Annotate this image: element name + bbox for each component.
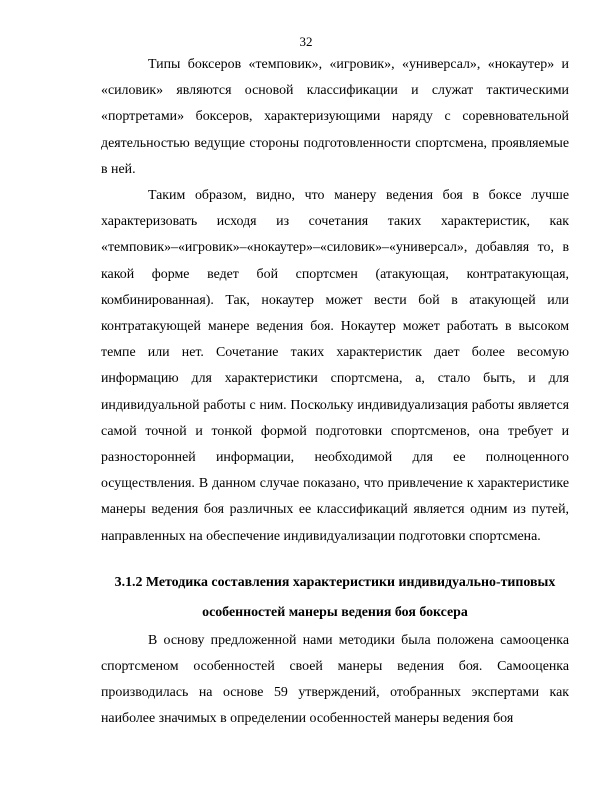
paragraph-method-basis: В основу предложенной нами методики была положена самооценка спортсменом особенностей своей манеры ведения боя. Самооценка производилась на основе 59 утверждений, отобранных экспертами как наиболее значимых в определении особенностей манеры ведения боя <box>101 632 569 727</box>
body-text <box>101 52 569 732</box>
final-paragraph-clip <box>101 628 569 732</box>
section-heading-line-2: особенностей манеры ведения боя боксера <box>202 604 468 620</box>
page-number: 32 <box>299 34 313 49</box>
section-heading <box>101 568 569 628</box>
section-heading-line-1: 3.1.2 Методика составления характеристики индивидуально-типовых <box>114 574 556 590</box>
paragraph-boxer-types: Типы боксеров «темповик», «игровик», «универсал», «нокаутер» и «силовик» являются основой классификации и служат тактическими «портретами» боксеров, характеризующими наряду с соревновательной деятельностью ведущие стороны подготовленности спортсмена, проявляемые в ней. <box>101 57 569 177</box>
paragraph-fighting-style: Таким образом, видно, что манеру ведения боя в боксе лучше характеризовать исходя из сочетания таких характеристик, как «темповик»–«игровик»–«нокаутер»–«силовик»–«универсал», добавляя то, в какой форме ведет бой спортсмен (атакующая, контратакующая, комбинированная). Так, нокаутер может вести бой в атакующей или контратакующей манере ведения боя. Нокаутер может работать в высоком темпе или нет. Сочетание таких характеристик дает более весомую информацию для характеристики спортсмена, а, стало быть, и для индивидуальной работы с ним. Поскольку индивидуализация работы является самой точной и тонкой формой подготовки спортсменов, она требует и разносторонней информации, необходимой для ее полноценного осуществления. В данном случае показано, что привлечение к характеристике манеры ведения боя различных ее классификаций является одним из путей, направленных на обеспечение индивидуализации подготовки спортсмена. <box>101 188 569 544</box>
